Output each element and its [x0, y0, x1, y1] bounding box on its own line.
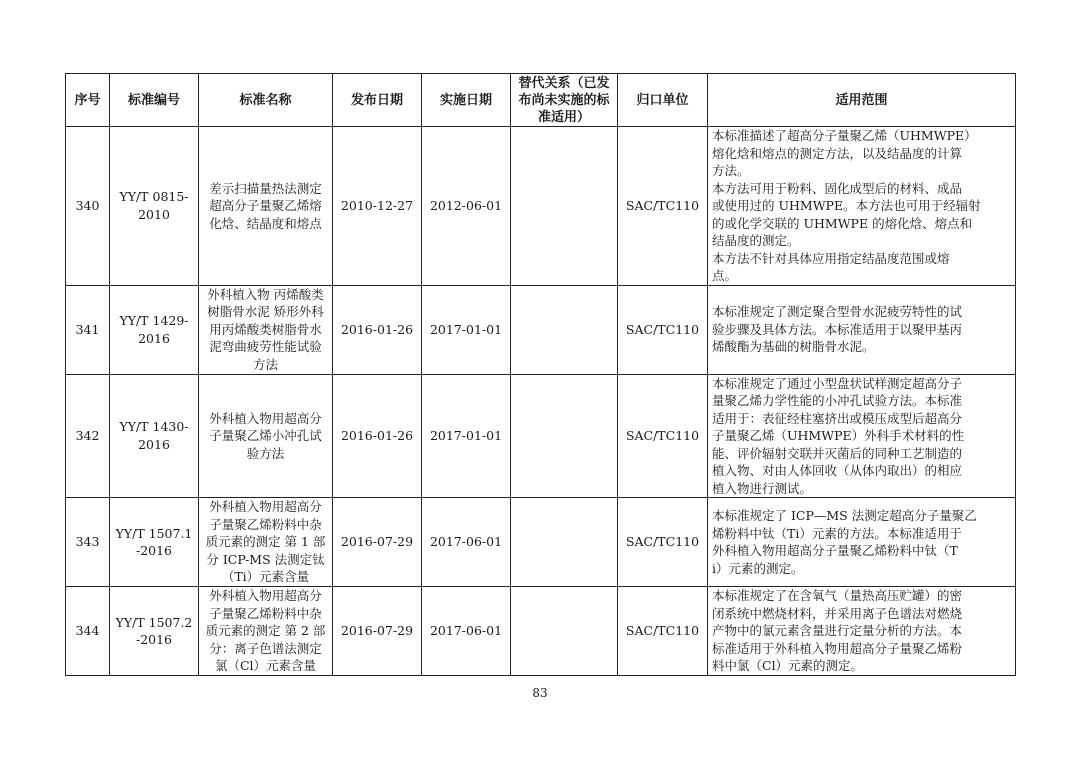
page-number: 83: [532, 686, 548, 700]
row-name: 外科植入物用超高分 子量聚乙烯粉料中杂 质元素的测定 第 1 部 分 ICP-MS 法测定钛 （Ti）元素含量: [205, 499, 326, 585]
row-unit: SAC/TC110: [625, 198, 700, 213]
row-scope: 本标准规定了 ICP—MS 法测定超高分子量聚乙 烯粉料中钛（Ti）元素的方法。本标准适用于 外科植入物用超高分子量聚乙烯粉料中钛（T i）元素的测定。: [712, 508, 977, 576]
cell-scope: [708, 285, 1016, 374]
table-header-row: [66, 74, 1016, 127]
row-issue-date: 2010-12-27: [340, 198, 414, 213]
cell-replace: [511, 498, 618, 587]
row-name: 外科植入物用超高分 子量聚乙烯小冲孔试 验方法: [209, 410, 322, 461]
row-code: YY/T 1429- 2016: [119, 313, 189, 346]
cell-no: [66, 127, 110, 286]
cell-replace: [511, 127, 618, 286]
header-no: 序号: [66, 74, 110, 127]
header-unit: 归口单位: [618, 74, 708, 127]
row-no: 341: [75, 321, 100, 337]
cell-issue-date: [333, 127, 422, 286]
row-impl-date: 2012-06-01: [429, 198, 503, 213]
row-code: YY/T 1507.1 -2016: [115, 525, 193, 558]
table-row: [66, 587, 1016, 676]
row-code: YY/T 0815- 2010: [119, 189, 189, 222]
row-issue-date: 2016-01-26: [340, 428, 414, 443]
table-row: [66, 374, 1016, 498]
row-no: 344: [75, 623, 100, 639]
cell-unit: [618, 374, 708, 498]
header-issue-date: 发布日期: [333, 74, 422, 127]
cell-name: [199, 127, 333, 286]
row-impl-date: 2017-06-01: [429, 534, 503, 550]
row-scope: 本标准描述了超高分子量聚乙烯（UHMWPE） 熔化焓和熔点的测定方法，以及结晶度的计算 方法。 本方法可用于粉料、固化成型后的材料、成品 或使用过的 UHMWPE。本方法也可用于经辐射 的或化学交联的 UHMWPE 的熔化焓、熔点和 结晶度的测定。 本方法不针对具体应用指定结晶度范围或熔 点。: [712, 128, 981, 283]
cell-issue-date: [333, 285, 422, 374]
cell-no: [66, 587, 110, 676]
cell-impl-date: [422, 374, 511, 498]
cell-replace: [511, 587, 618, 676]
cell-impl-date: [422, 127, 511, 286]
cell-name: [199, 374, 333, 498]
table-row: [66, 285, 1016, 374]
cell-unit: [618, 498, 708, 587]
cell-code: [110, 587, 199, 676]
cell-issue-date: [333, 374, 422, 498]
cell-no: [66, 498, 110, 587]
cell-code: [110, 127, 199, 286]
row-name: 外科植入物 丙烯酸类 树脂骨水泥 矫形外科 用丙烯酸类树脂骨水 泥弯曲疲劳性能试验 方法: [207, 286, 324, 372]
row-scope: 本标准规定了测定聚合型骨水泥疲劳特性的试 验步骤及具体方法。本标准适用于以聚甲基丙 烯酸酯为基础的树脂骨水泥。: [712, 304, 963, 355]
standards-table: [65, 73, 1016, 676]
row-issue-date: 2016-07-29: [340, 623, 414, 639]
cell-name: [199, 498, 333, 587]
cell-scope: [708, 127, 1016, 286]
row-name: 差示扫描量热法测定 超高分子量聚乙烯熔 化焓、结晶度和熔点: [209, 180, 322, 231]
cell-unit: [618, 285, 708, 374]
row-scope: 本标准规定了在含氧气（量热高压贮罐）的密 闭系统中燃烧材料，并采用离子色谱法对燃烧 产物中的氯元素含量进行定量分析的方法。本 标准适用于外科植入物用超高分子量聚乙烯粉 料中氯（Cl）元素的测定。: [712, 588, 963, 674]
cell-impl-date: [422, 498, 511, 587]
row-unit: SAC/TC110: [625, 428, 700, 443]
cell-impl-date: [422, 587, 511, 676]
row-unit: SAC/TC110: [625, 534, 700, 550]
header-name: 标准名称: [199, 74, 333, 127]
cell-code: [110, 498, 199, 587]
header-scope: 适用范围: [708, 74, 1016, 127]
cell-name: [199, 285, 333, 374]
cell-issue-date: [333, 587, 422, 676]
cell-code: [110, 285, 199, 374]
row-issue-date: 2016-07-29: [340, 534, 414, 550]
cell-unit: [618, 127, 708, 286]
row-no: 342: [75, 428, 100, 443]
row-unit: SAC/TC110: [625, 623, 700, 639]
cell-unit: [618, 587, 708, 676]
cell-name: [199, 587, 333, 676]
row-scope: 本标准规定了通过小型盘状试样测定超高分子 量聚乙烯力学性能的小冲孔试验方法。本标准 适用于：表征经柱塞挤出或模压成型后超高分 子量聚乙烯（UHMWPE）外科手术材料的性 能、评价辐射交联并灭菌后的同种工艺制造的 植入物、对由人体回收（从体内取出）的相应 植入物进行测试。: [712, 375, 965, 496]
cell-no: [66, 285, 110, 374]
header-impl-date: 实施日期: [422, 74, 511, 127]
header-code: 标准编号: [110, 74, 199, 127]
cell-scope: [708, 374, 1016, 498]
cell-replace: [511, 374, 618, 498]
cell-scope: [708, 498, 1016, 587]
row-name: 外科植入物用超高分 子量聚乙烯粉料中杂 质元素的测定 第 2 部 分：离子色谱法测定 氯（Cl）元素含量: [205, 588, 326, 674]
row-issue-date: 2016-01-26: [340, 321, 414, 337]
table-row: [66, 498, 1016, 587]
row-no: 340: [75, 198, 100, 213]
cell-replace: [511, 285, 618, 374]
row-impl-date: 2017-01-01: [429, 321, 503, 337]
row-impl-date: 2017-01-01: [429, 428, 503, 443]
row-code: YY/T 1430- 2016: [119, 419, 189, 452]
row-impl-date: 2017-06-01: [429, 623, 503, 639]
cell-issue-date: [333, 498, 422, 587]
cell-no: [66, 374, 110, 498]
header-replace: 替代关系（已发布尚未实施的标准适用）: [511, 74, 618, 127]
row-no: 343: [75, 534, 100, 550]
table-row: [66, 127, 1016, 286]
row-code: YY/T 1507.2 -2016: [115, 614, 193, 647]
row-unit: SAC/TC110: [625, 321, 700, 337]
cell-impl-date: [422, 285, 511, 374]
cell-code: [110, 374, 199, 498]
cell-scope: [708, 587, 1016, 676]
